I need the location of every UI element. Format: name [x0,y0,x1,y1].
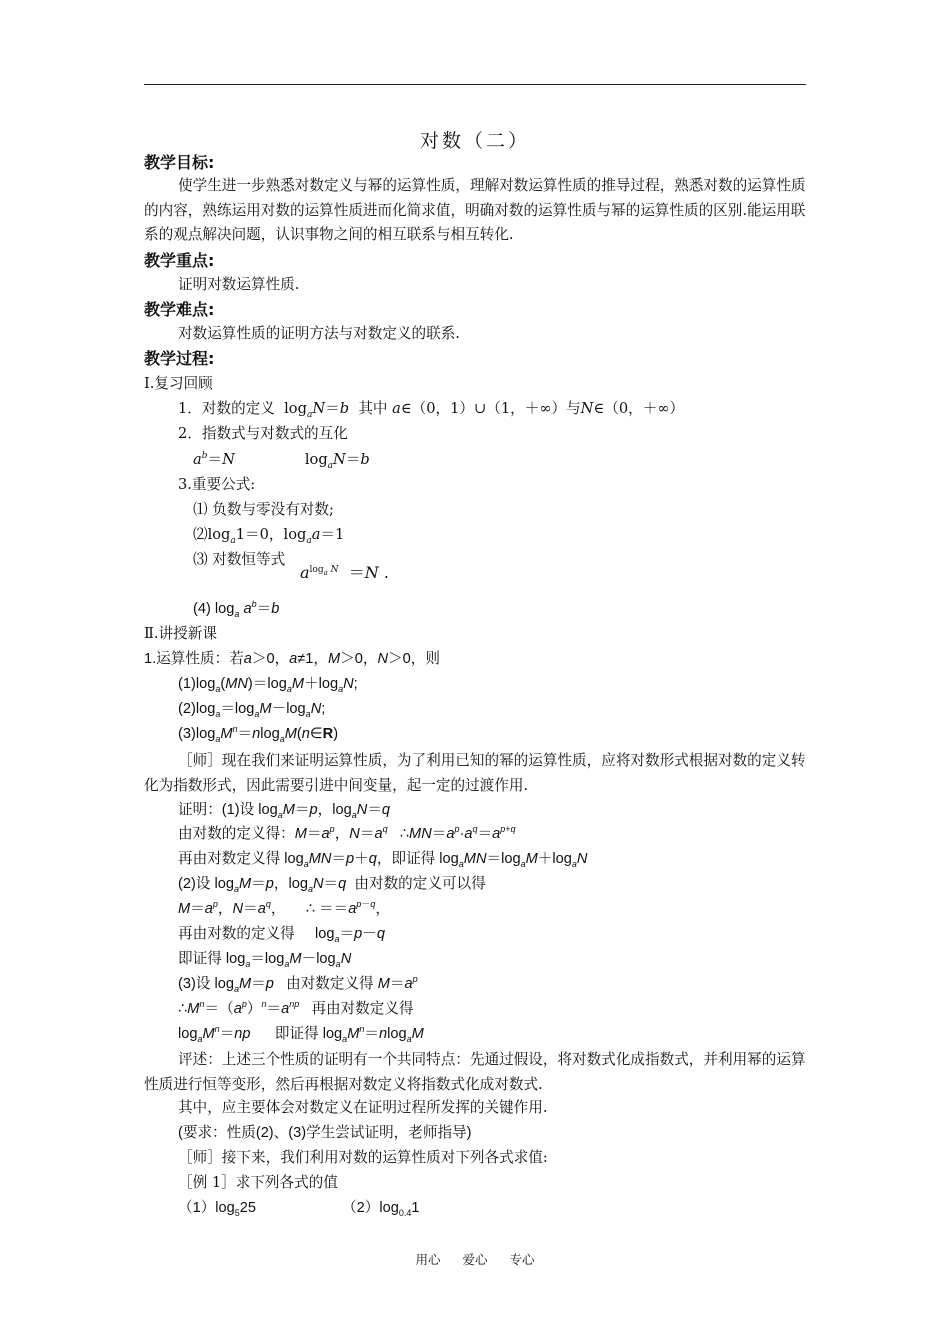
example-items: $(1)\log_525$ $(2)\log_{0.4}1$ [178,1200,420,1218]
heading-process: 教学过程: [144,349,215,368]
property-intro: 1.运算性质：若a＞0，a≠1，M＞0，N＞0，则 [144,651,440,667]
heading-goal: 教学目标: [144,153,215,172]
page-footer: 用心 爱心 专心 [415,1252,535,1267]
review-line-3: 3.重要公式: [178,476,256,493]
property-2: $(2)\log_a=\log_aM-\log_aN$; [178,701,326,719]
formula-4: (4) $\log_a a^b=b$ [193,599,280,619]
proof-line-3: 再由对数定义得 $\log_aMN=p+q$，即证得 $\log_aMN=\log_aM+\log_aN$ [178,851,588,869]
heading-key: 教学重点: [144,251,215,270]
teacher-paragraph-1: ［师］现在我们来证明运算性质，为了利用已知的幂的运算性质，应将对数形式根据对数的定义转化为指数形式，因此需要引进中间变量，起一定的过渡作用. [144,752,806,794]
header-rule [144,84,806,85]
review-exp-log: $a^b=N$ $\log_aN=b$ [193,451,370,471]
proof-line-6: 再由对数的定义得 $\log_a=p-q$ [178,926,385,944]
proof-line-4: (2)设 $\log_aM=p$，$\log_aN=q$ 由对数的定义可以得 [178,876,486,894]
new-lesson-heading: Ⅱ.讲授新课 [144,625,217,642]
review-line-1: 1．对数的定义 $\log_aN=b$ 其中 a∈（0，1）∪（1，＋∞）与N∈（0，＋∞） [178,400,685,420]
review-heading: Ⅰ.复习回顾 [144,375,213,392]
formula-1: ⑴ 负数与零没有对数; [193,501,334,518]
property-1: $(1)\log_a(MN)=\log_aM+\log_aN$; [178,676,358,694]
note-line: 其中，应主要体会对数定义在证明过程所发挥的关键作用. [178,1099,548,1116]
review-line-2: 2．指数式与对数式的互化 [178,425,348,442]
property-3: $(3)\log_aM^n=nlog_aM(n\in R)$ [178,724,339,744]
requirement-line: (要求：性质(2)、(3)学生尝试证明，老师指导) [178,1125,472,1141]
proof-line-8: (3)设 $\log_aM=p$ 由对数定义得 $M=a^p$ [178,974,418,994]
proof-line-1: 证明：(1)设 $\log_aM=p$，$\log_aN=q$ [178,802,391,820]
example-heading: ［例 1］求下列各式的值 [178,1174,338,1191]
comment-paragraph: 评述：上述三个性质的证明有一个共同特点：先通过假设，将对数式化成指数式，并利用幂的运算性质进行恒等变形，然后再根据对数定义将指数式化成对数式. [144,1051,806,1093]
page-title: 对数（二） [419,130,530,152]
formula-3: ⑶ 对数恒等式 [193,551,286,568]
heading-difficulty: 教学难点: [144,300,215,319]
proof-line-5: $M=a^p$，$N=a^q$， ∴ $==a^{p-q}$， [178,899,391,917]
proof-line-10: $\log_aM^n=np$ 即证得 $\log_aM^n=nlog_aM$ [178,1024,424,1044]
teacher-line-2: ［师］接下来，我们利用对数的运算性质对下列各式求值: [178,1149,548,1166]
proof-line-9: $\therefore M^n=(a^p)^n=a^{np}$ 再由对数定义得 [178,999,414,1017]
goal-paragraph: 使学生进一步熟悉对数定义与幂的运算性质，理解对数运算性质的推导过程，熟悉对数的运算性质的内容，熟练运用对数的运算性质进而化简求值，明确对数的运算性质与幂的运算性质的区别.能运用联系的观点解决问题，认识事物之间的相互联系与相互转化. [144,177,806,244]
proof-line-7: 即证得 $\log_a=\log_aM-\log_aN$ [178,951,352,969]
difficulty-text: 对数运算性质的证明方法与对数定义的联系. [178,325,460,342]
proof-line-2: 由对数的定义得：$M=a^p$，$N=a^q$ $\therefore MN=a^p\cdot a^q=a^{p+q}$ [178,824,516,842]
key-text: 证明对数运算性质. [178,276,300,293]
formula-2: $⑵\log_a1=0$，$\log_aa=1$ [193,526,345,546]
identity-formula: $a^{log_a N} =N$ . [300,563,389,582]
